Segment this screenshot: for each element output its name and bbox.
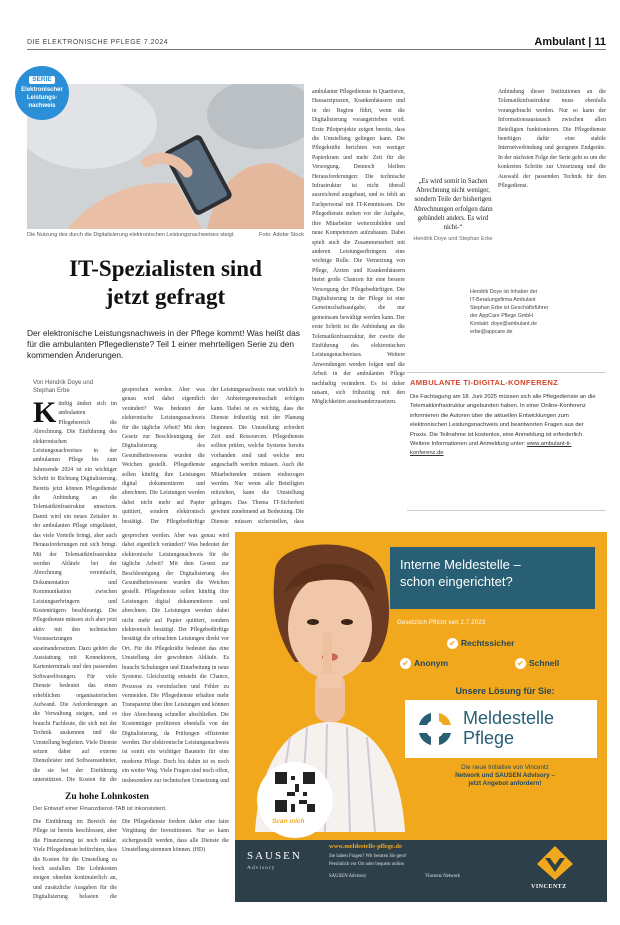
contact-line-5: Kontakt: doye@ambulant.de [470,321,537,327]
ad-feature-3 [515,658,559,669]
ad-logo-line-2: Pflege [463,728,515,748]
ad-scan-label: Scan mich [272,818,305,825]
pull-quote-text: „Es wird somit in Sachen Abrechnung nicht weniger, sondern Teile der bisherigen Abrechnungen erfolgen dann gebündelt anders. Es wird nicht-“ [413,178,493,232]
ad-feature-1 [447,638,514,649]
contact-line-3: Stephan Erbe ist Geschäftsführer [470,305,549,311]
check-icon: ✔ [447,638,458,649]
section-name: Ambulant [534,36,586,48]
ad-cta-line-2: Network und SAUSEN Advisory – [455,772,555,779]
column-4-text: ambulanter Pflegedienste in Quartieren, Hausarztpraxen, Krankenhäusern und in der Region führt, wenn die Digitalisierung vorangetrieben wird. Erste Pilotprojekte zeigen bereits, dass die Umstellung gelingen kann. Die Pflegekräfte berichten von weniger Papierkram und mehr Zeit für die Versorgung. Dennoch bleiben Herausforderungen: Die technische Infrastruktur ist nicht überall ausreichend ausgebaut, und es fehlt an Fachpersonal mit IT-Kenntnissen. Die Pflegedienste stehen vor der Aufgabe, ihre Mitarbeiter weiterzubilden und neue Kompetenzen aufzubauen. Dabei spielt auch die Zusammenarbeit mit anderen Leistungserbringern eine wichtige Rolle. Die Vernetzung von Pflege, Ärzten und Krankenhäusern bietet große Chancen für eine bessere Versorgung der Pflegebedürftigen. Die Digitalisierung in der Pflege ist eine Gemeinschaftsaufgabe, die nur gemeinsam bewältigt werden kann. Der erste Schritt ist die Anbindung an die Telematikinfrastruktur, der zweite die Einführung des elektronischen Leistungsnachweises. Weitere Anwendungen werden folgen und die Arbeit in der ambulanten Pflege nachhaltig verändern. Es ist daher ratsam, sich frühzeitig mit den Möglichkeiten auseinanderzusetzen. [312,89,405,406]
ad-contact-line-1: Sie haben Fragen? Wir beraten Sie gern! [329,854,407,859]
conference-box-title: AMBULANTE TI-DIGITAL-KONFERENZ [410,378,559,387]
ad-legal-note: Gesetzlich Pflicht seit 2.7.2023 [397,620,486,626]
conference-link[interactable]: www.ambulant-ti-konferenz.de [410,441,572,457]
photo-caption-text: Die Nutzung des durch die Digitalisierung elektronischen Leistungsnachweises steigt. [27,232,235,238]
article-photo [27,84,304,229]
vincentz-logo-text: VINCENTZ [531,884,567,890]
meldestelle-logo-icon [415,709,455,749]
contact-line-1: Hendrik Doye ist Inhaber der [470,289,538,295]
subarticle-title: Zu hohe Lohnkosten [65,792,149,802]
advertisement[interactable] [235,532,607,902]
ad-logo-text [463,708,554,748]
ad-contact-vincentz: Vincentz Network [425,874,461,879]
conference-box-text [410,393,603,459]
ad-solution-heading: Unsere Lösung für Sie: [455,686,555,696]
column-5-text: Anbindung dieser Institutionen an die Telematikinfrastruktur muss ebenfalls vorangebracht werden. Nur so kann der Informationsaustausch zwischen allen Beteiligten funktionieren. Die Pflegedienste benötigen dafür eine stabile Internetverbindung und geeignete Endgeräte. In der nächsten Folge der Serie geht es um die konkreten Schritte zur Umsetzung und die Auswahl der passenden Technik für den Pflegedienst. [498,89,606,190]
sausen-logo: SAUSEN [247,850,302,862]
column-3-text: der Leistungsnachweis nun wirklich in der Anbietergemeinschaft erfolgen kann. Dabei ist es wichtig, dass die Dienste frühzeitig mit der Planung beginnen. Die Umstellung erfordert Zeit und Ressourcen. Pflegedienste sollten prüfen, welche Systeme bereits vorhanden sind und welche neu angeschafft werden müssen. Auch die Mitarbeitenden müssen einbezogen werden. Nur wenn alle Beteiligten mitziehen, kann die Umstellung gelingen. Das Thema IT-Sicherheit gewinnt zunehmend an Bedeutung. Die Dienste müssen sicherstellen, dass [211,387,304,525]
article-authors [33,379,93,395]
series-badge-line4: nachweis [28,103,56,109]
ad-cta-line-3: jetzt Angebot anfordern! [468,780,542,787]
body-column-3 [211,386,304,528]
dropcap: K [33,400,57,429]
ad-cta-line-1: Die neue Initiative von Vincentz [461,764,549,771]
series-badge-line3: Leistungs- [26,95,58,101]
body-column-1 [33,400,117,786]
title-line-2: jetzt gefragt [105,284,226,309]
photo-caption [27,232,304,238]
body-column-2 [122,386,205,528]
ad-headline-line-1: Interne Meldestelle – [400,557,521,572]
header-rule [27,49,606,50]
vincentz-logo-icon [535,844,575,882]
ad-headline [390,547,595,609]
check-icon: ✔ [400,658,411,669]
hands-phone-illustration [27,84,304,229]
header-issue: DIE ELEKTRONISCHE PFLEGE 7.2024 [27,39,169,46]
series-badge [15,66,69,120]
pull-quote [413,177,493,243]
body-column-5 [498,88,606,273]
ad-feature-2 [400,658,448,669]
contact-line-6: erbe@appcare.de [470,329,513,335]
body-column-4 [312,88,405,528]
authors-line-1: Von Hendrik Doye und [33,380,94,386]
body-column-2b [122,532,229,784]
subarticle-column-2-text: Die Pflegedienste fordern daher eine faire Vergütung der Investitionen. Nur so kann sichergestellt werden, dass alle Dienste die Umstellung stemmen können. (HD) [122,819,229,854]
subarticle-lead: Der Entwurf einer Finanzdienst-TAB ist inkonsistent. [33,806,167,812]
ad-contact-sausen: SAUSEN Advisory [329,874,367,879]
ad-feature-3-label: Schnell [529,658,560,668]
article-title [27,255,304,311]
series-badge-label: SERIE [29,76,55,84]
column-1-text: ünftig ändert sich im ambulanten Pflegebereich die Abrechnung. Die Einführung des elektronischen Leistungsnachweises in der ambulanten Pflege bis zum Jahresende 2024 ist ein wichtiger Schritt in Richtung Digitalisierung. Bereits jetzt können Pflegedienste die Anbindung an die Telematikinfrastruktur umsetzen. Damit wird ein neues Zeitalter in der ambulanten Pflege eingeläutet, das viele Vorteile bringt, aber auch Herausforderungen mit sich bringt. Mit der Telematikinfrastruktur werden Abläufe bei der Abrechnung vereinfacht, Dokumentation und Kommunikation zwischen Leistungserbringern und Kostenträgern beschleunigt. Die Pflegedienste müssen sich aber jetzt aktiv mit den technischen Voraussetzungen auseinandersetzen. Dazu gehört die Ausstattung mit Konnektoren, Kartenterminals und den passenden Softwarelösungen. Für viele Dienste bedeutet das einen erheblichen organisatorischen Aufwand. Die Anforderungen an die Verwaltung steigen, und es braucht Fachleute, die sich mit der Technik auskennen und die Umstellung begleiten. Viele Dienste setzen daher auf externe Dienstleister und Softwareanbieter, die sie bei der Einführung unterstützen. Die Kosten für die [33,401,117,784]
ad-contact-line-2: Persönlich vor Ort oder bequem online. [329,862,405,867]
series-badge-line2: Elektronischer [21,87,63,93]
conference-box-body: Die Fachtagung am 18. Juni 2025 müssen sich alle Pflegedienste an die Telematikinfrastruktur angebunden haben. In einer Online-Konferenz informieren die Autoren über die aktuellen Entwicklungen zum elektronischen Leistungsnachweis und beantworten Fragen aus der Praxis. Die Teilnahme ist kostenlos, eine Anmeldung ist erforderlich. Weitere Informationen und Anmeldung unter: [410,394,596,448]
title-line-1: IT-Spezialisten sind [69,256,262,281]
check-icon: ✔ [515,658,526,669]
ad-feature-1-label: Rechtssicher [461,638,515,648]
ad-headline-line-2: schon eingerichtet? [400,574,513,589]
subarticle-column-1 [33,818,117,902]
header-section: Ambulant | 11 [534,36,606,48]
contact-line-4: der AppCare Pflege GmbH [470,313,534,319]
page-number: 11 [594,36,606,48]
sausen-logo-sub: Advisory [247,865,276,871]
ad-logo-line-1: Meldestelle [463,708,555,728]
ad-call-to-action [415,764,595,788]
author-contact [470,288,565,336]
pull-quote-author: Hendrik Doye und Stephan Erbe [413,236,493,243]
ad-url[interactable]: www.meldestelle-pflege.de [329,843,402,850]
subarticle-column-1-text: Die Einführung im Bereich der Pflege ist bereits beschlossen, aber die Finanzierung ist noch unklar. Viele Pflegedienste befürchten, dass die Kosten für die Umstellung zu hoch ausfallen. Die Lohnkosten steigen ohnehin kontinuierlich an, und zusätzliche Ausgaben für die Digitalisierung belasten die [33,819,117,901]
qr-code-icon[interactable] [275,772,315,812]
photo-credit: Foto: Adobe Stock [259,232,304,238]
ad-feature-2-label: Anonym [414,658,448,668]
column-2-text: gesprochen werden. Aber was genau wird dabei eigentlich verändert? Was bedeutet der elektronische Leistungsnachweis für die tägliche Arbeit? Mit dem Gesetz zur Beschleunigung der Digitalisierung des Gesundheitswesens wurden die Weichen gestellt. Pflegedienste sollen künftig ihre Leistungen digital dokumentieren und abrechnen. Die Leistungen werden dabei nicht mehr auf Papier quittiert, sondern elektronisch bestätigt. Der Pflegebedürftige [122,387,205,525]
authors-line-2: Stephan Erbe [33,388,70,394]
qr-code-circle[interactable] [257,762,333,838]
column-2b-text: gesprochen werden. Aber was genau wird dabei eigentlich verändert? Was bedeutet der elektronische Leistungsnachweis für die tägliche Arbeit? Mit dem Gesetz zur Beschleunigung der Digitalisierung des Gesundheitswesens wurden die Weichen gestellt. Pflegedienste sollen künftig ihre Leistungen digital dokumentieren und abrechnen. Die Leistungen werden dabei nicht mehr auf Papier quittiert, sondern elektronisch bestätigt. Der Pflegebedürftige bestätigt die erbrachten Leistungen direkt vor Ort. Für die Pflegekräfte bedeutet das eine Umstellung der gewohnten Abläufe. Es braucht Schulungen und Einarbeitung in neue Systeme. Gleichzeitig entsteht die Chance, Prozesse zu vereinfachen und Fehler zu vermeiden. Die Pflegedienste erhalten mehr Transparenz über ihre Leistungen und können ihre Abrechnung schneller abschließen. Die Kostenträger profitieren ebenfalls von der Digitalisierung, da Prüfungen effizienter werden. Der elektronische Leistungsnachweis ist somit ein wichtiger Baustein für eine moderne Pflege. Doch bis dahin ist es noch ein weiter Weg. Viele Fragen sind noch offen, insbesondere zur technischen Umsetzung und [122,533,229,784]
article-lead: Der elektronische Leistungsnachweis in der Pflege kommt! Was heißt das für die ambulanten Pflegedienste? Teil 1 einer mehrteiligen Serie zu den kommenden Änderungen. [27,328,300,360]
subarticle-column-2 [122,818,229,902]
contact-line-2: IT-Beratungsfirma Ambulant [470,297,536,303]
